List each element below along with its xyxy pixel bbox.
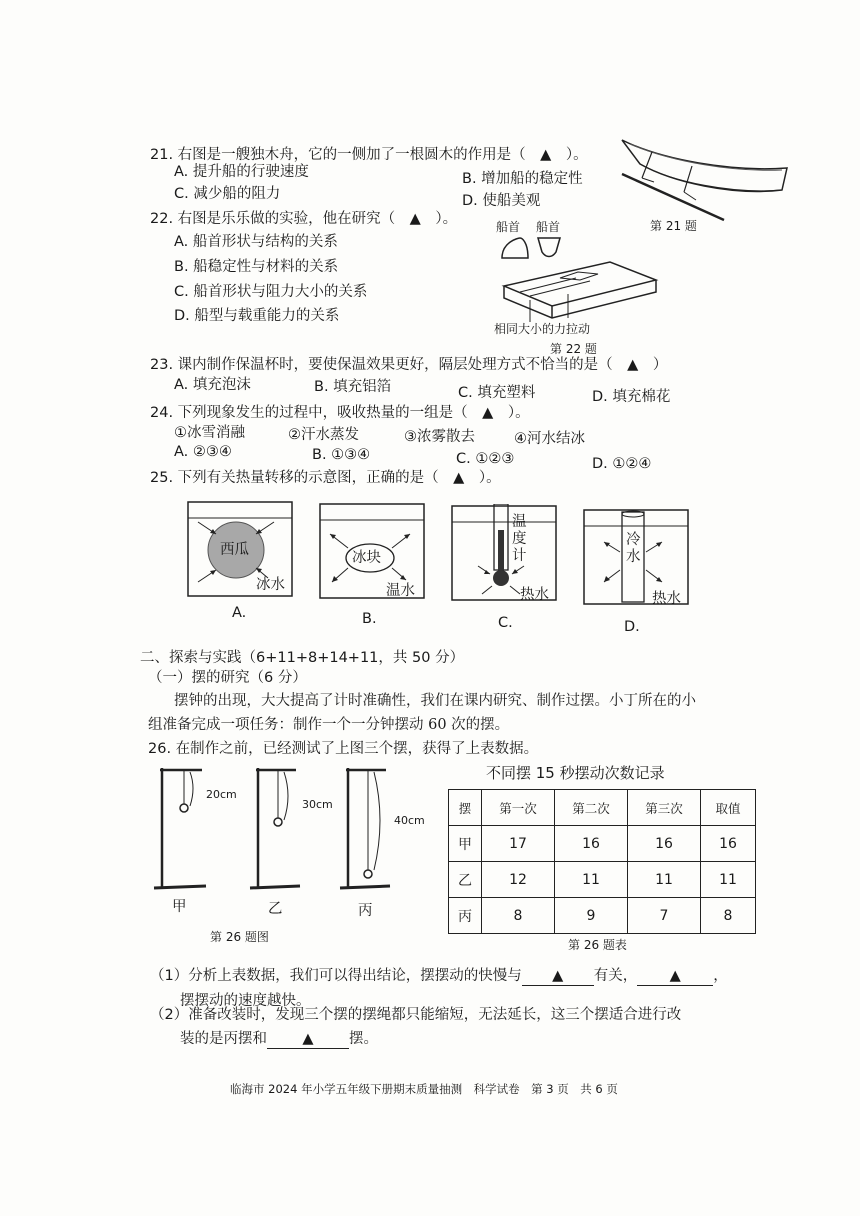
answer-blank-1[interactable] xyxy=(522,967,594,986)
q22-bow-label-2: 船首 xyxy=(536,220,561,234)
q21-option-b: B. 增加船的稳定性 xyxy=(462,171,583,187)
q22-option-b: B. 船稳定性与材料的关系 xyxy=(174,259,339,275)
q26-sub1-text-c: ， xyxy=(713,968,728,984)
q24-phenomenon-3: ③浓雾散去 xyxy=(404,429,475,445)
table-row xyxy=(449,826,756,862)
q23-stem: 23. 课内制作保温杯时，要使保温效果更好，隔层处理方式不恰当的是（ ▲ ） xyxy=(150,357,668,373)
blank-mark: ▲ xyxy=(669,968,681,984)
table-cell: 9 xyxy=(555,898,628,934)
table-row xyxy=(449,898,756,934)
boat-experiment-figure xyxy=(490,234,670,324)
q26-sub2-text-b: 装的是丙摆和 xyxy=(180,1031,267,1047)
q22-option-c: C. 船首形状与阻力大小的关系 xyxy=(174,284,368,300)
pendulum-name-yi: 乙 xyxy=(268,901,283,917)
q26-sub2-text-c: 摆。 xyxy=(349,1031,378,1047)
q21-option-a: A. 提升船的行驶速度 xyxy=(174,164,309,180)
table-header: 第三次 xyxy=(628,790,701,826)
table-header-row xyxy=(449,790,756,826)
table-cell: 7 xyxy=(628,898,701,934)
q21-option-d: D. 使船美观 xyxy=(462,193,541,209)
q21-option-c: C. 减少船的阻力 xyxy=(174,186,281,202)
canoe-figure xyxy=(612,130,792,225)
intro-line-1: 摆钟的出现，大大提高了计时准确性，我们在课内研究、制作过摆。小丁所在的小 xyxy=(174,693,696,709)
q22-stem: 22. 右图是乐乐做的实验，他在研究（ ▲ ）。 xyxy=(150,211,458,227)
panel-a-option: A. xyxy=(232,605,247,621)
q24-option-c: C. ①②③ xyxy=(456,451,515,467)
q26-sub1-text-b: 有关， xyxy=(593,968,638,984)
q26-fig-caption: 第 26 题图 xyxy=(210,930,269,944)
panel-d-object: 冷水 xyxy=(626,532,641,565)
table-cell: 16 xyxy=(555,826,628,862)
answer-blank-3[interactable] xyxy=(267,1030,349,1049)
table-cell: 丙 xyxy=(449,898,482,934)
q24-phenomenon-2: ②汗水蒸发 xyxy=(288,427,359,443)
panel-c-liquid: 热水 xyxy=(520,587,549,603)
pendulum-length-jia: 20cm xyxy=(206,788,237,801)
table-cell: 11 xyxy=(628,862,701,898)
q23-option-b: B. 填充铝箔 xyxy=(314,379,392,395)
q24-option-a: A. ②③④ xyxy=(174,444,232,460)
q23-option-c: C. 填充塑料 xyxy=(458,385,536,401)
table-cell: 16 xyxy=(701,826,756,862)
panel-b-option: B. xyxy=(362,611,377,627)
blank-mark: ▲ xyxy=(302,1031,314,1047)
table-cell: 12 xyxy=(482,862,555,898)
q21-fig-caption: 第 21 题 xyxy=(650,219,697,233)
table-cell: 11 xyxy=(555,862,628,898)
panel-a-object: 西瓜 xyxy=(220,542,249,558)
panel-b-liquid: 温水 xyxy=(386,583,415,599)
q26-sub1-text-a: （1）分析上表数据，我们可以得出结论，摆摆动的快慢与 xyxy=(150,968,522,984)
panel-a-liquid: 冰水 xyxy=(256,577,285,593)
table-cell: 甲 xyxy=(449,826,482,862)
pendulum-length-bing: 40cm xyxy=(394,814,425,827)
q23-option-a: A. 填充泡沫 xyxy=(174,377,251,393)
table-cell: 8 xyxy=(701,898,756,934)
pendulum-figure xyxy=(150,760,420,900)
panel-b-object: 冰块 xyxy=(352,550,381,566)
panel-d-liquid: 热水 xyxy=(652,591,681,607)
pendulum-name-bing: 丙 xyxy=(358,903,373,919)
q26-table-caption: 第 26 题表 xyxy=(568,938,627,952)
intro-line-2: 组准备完成一项任务：制作一个一分钟摆动 60 次的摆。 xyxy=(148,717,510,733)
panel-d-option: D. xyxy=(624,619,640,635)
page-footer: 临海市 2024 年小学五年级下册期末质量抽测 科学试卷 第 3 页 共 6 页 xyxy=(230,1082,618,1096)
q24-phenomenon-4: ④河水结冰 xyxy=(514,431,585,447)
answer-blank-2[interactable] xyxy=(637,967,713,986)
q23-option-d: D. 填充棉花 xyxy=(592,389,671,405)
q22-option-d: D. 船型与载重能力的关系 xyxy=(174,308,340,324)
table-cell: 17 xyxy=(482,826,555,862)
pendulum-length-yi: 30cm xyxy=(302,798,333,811)
table-title: 不同摆 15 秒摆动次数记录 xyxy=(486,764,665,782)
table-cell: 11 xyxy=(701,862,756,898)
table-header: 取值 xyxy=(701,790,756,826)
table-row xyxy=(449,862,756,898)
panel-c-option: C. xyxy=(498,615,513,631)
table-cell: 16 xyxy=(628,826,701,862)
q25-stem: 25. 下列有关热量转移的示意图，正确的是（ ▲ ）。 xyxy=(150,470,501,486)
q22-bow-label-1: 船首 xyxy=(496,220,521,234)
table-cell: 乙 xyxy=(449,862,482,898)
pendulum-name-jia: 甲 xyxy=(172,899,187,915)
q24-phenomenon-1: ①冰雪消融 xyxy=(174,425,245,441)
q22-fig-caption: 第 22 题 xyxy=(550,342,597,356)
q24-option-d: D. ①②④ xyxy=(592,456,652,472)
table-cell: 8 xyxy=(482,898,555,934)
blank-mark: ▲ xyxy=(552,968,564,984)
section-title: 二、探索与实践（6+11+8+14+11，共 50 分） xyxy=(140,650,465,666)
q24-stem: 24. 下列现象发生的过程中，吸收热量的一组是（ ▲ ）。 xyxy=(150,405,530,421)
q24-option-b: B. ①③④ xyxy=(312,447,371,463)
q26-sub2-line2 xyxy=(180,1030,378,1049)
q26-sub1 xyxy=(150,967,728,986)
pendulum-record-table xyxy=(448,789,756,934)
table-header: 摆 xyxy=(449,790,482,826)
part1-title: （一）摆的研究（6 分） xyxy=(148,670,307,686)
table-header: 第一次 xyxy=(482,790,555,826)
q21-stem: 21. 右图是一艘独木舟，它的一侧加了一根圆木的作用是（ ▲ ）。 xyxy=(150,147,588,163)
panel-c-object: 温度计 xyxy=(512,514,527,564)
table-header: 第二次 xyxy=(555,790,628,826)
q22-force-label: 相同大小的力拉动 xyxy=(494,322,591,336)
q26-sub1-line2: 摆摆动的速度越快。 xyxy=(180,993,311,1009)
q22-option-a: A. 船首形状与结构的关系 xyxy=(174,234,338,250)
q26-sub2-line1: （2）准备改装时，发现三个摆的摆绳都只能缩短，无法延长，这三个摆适合进行改 xyxy=(150,1007,682,1023)
q26-stem: 26. 在制作之前，已经测试了上图三个摆，获得了上表数据。 xyxy=(148,741,539,757)
